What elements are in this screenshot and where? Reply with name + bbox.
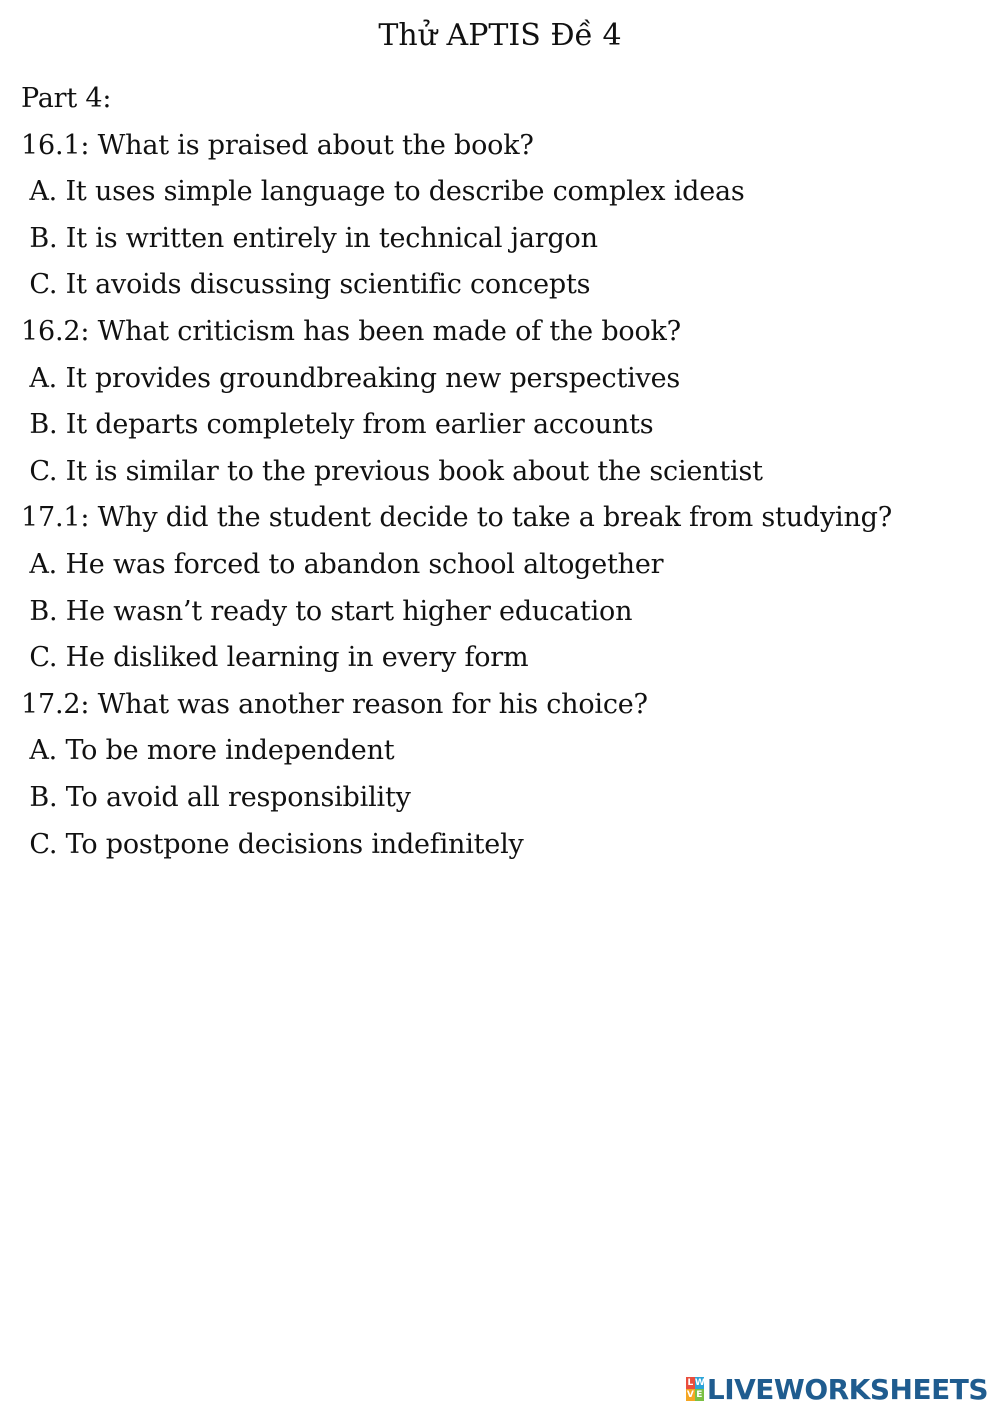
option-16-2-c[interactable]: C. It is similar to the previous book about the scientist: [21, 455, 763, 487]
option-17-2-b[interactable]: B. To avoid all responsibility: [21, 781, 411, 813]
question-17-1: 17.1: Why did the student decide to take a break from studying?: [21, 502, 893, 534]
question-16-1: 16.1: What is praised about the book?: [21, 129, 534, 161]
option-16-2-b[interactable]: B. It departs completely from earlier accounts: [21, 409, 654, 441]
option-17-1-c[interactable]: C. He disliked learning in every form: [21, 642, 529, 674]
logo-mark-cell: L: [687, 1378, 694, 1388]
question-17-2: 17.2: What was another reason for his choice?: [21, 688, 648, 720]
option-16-1-b[interactable]: B. It is written entirely in technical jargon: [21, 222, 598, 254]
logo-mark-cell: E: [696, 1390, 703, 1400]
worksheet-title: Thử APTIS Đề 4: [378, 18, 622, 53]
option-16-2-a[interactable]: A. It provides groundbreaking new perspectives: [21, 362, 681, 394]
liveworksheets-logo-text: LIVEWORKSHEETS: [706, 1372, 988, 1406]
option-17-1-b[interactable]: B. He wasn’t ready to start higher education: [21, 595, 633, 627]
logo-mark-cell: W: [694, 1378, 705, 1388]
option-16-1-a[interactable]: A. It uses simple language to describe complex ideas: [21, 176, 745, 208]
part-heading: Part 4:: [21, 83, 112, 114]
worksheet-body: [21, 76, 981, 868]
option-16-1-c[interactable]: C. It avoids discussing scientific concepts: [21, 269, 591, 301]
liveworksheets-mark-icon: [686, 1377, 704, 1401]
question-16-2: 16.2: What criticism has been made of the book?: [21, 315, 681, 347]
option-17-2-a[interactable]: A. To be more independent: [21, 735, 395, 767]
option-17-1-a[interactable]: A. He was forced to abandon school altogether: [21, 548, 664, 580]
option-17-2-c[interactable]: C. To postpone decisions indefinitely: [21, 828, 524, 860]
logo-mark-cell: V: [686, 1390, 694, 1400]
liveworksheets-logo: [686, 1372, 988, 1406]
